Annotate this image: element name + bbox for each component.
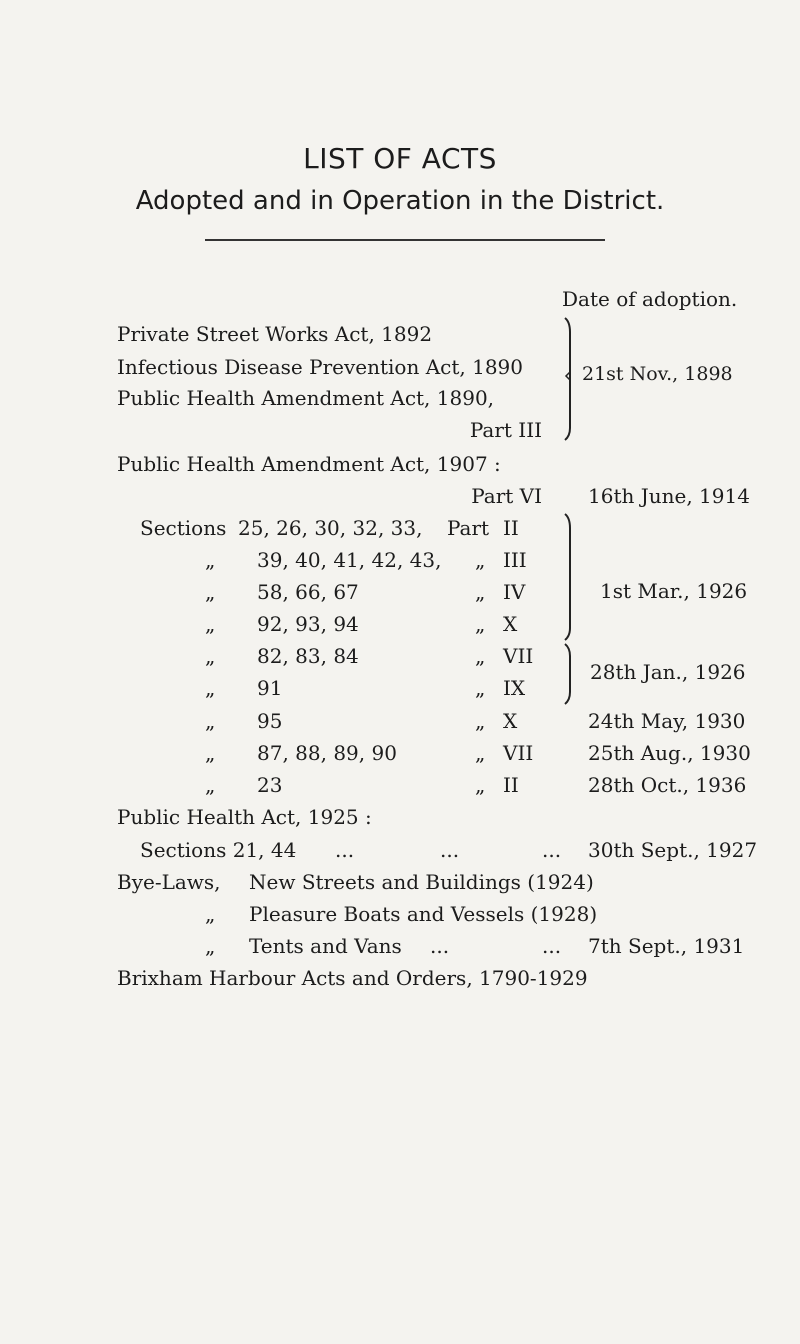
act-public-health-amendment-1890: Public Health Amendment Act, 1890,: [117, 386, 495, 410]
byelaw-tents-vans: Tents and Vans: [249, 934, 402, 958]
ditto-mark: „: [205, 741, 216, 765]
part-numeral: X: [503, 612, 518, 636]
section-nums: 87, 88, 89, 90: [257, 741, 397, 765]
ditto-mark: „: [205, 644, 216, 668]
brace-mar-1926: [565, 514, 570, 640]
ditto-mark: „: [205, 612, 216, 636]
section-nums: 91: [257, 676, 283, 700]
leader-dots: ...: [542, 838, 562, 862]
brixham-harbour-acts: Brixham Harbour Acts and Orders, 1790-1929: [117, 966, 588, 990]
page-title: LIST OF ACTS: [303, 142, 497, 175]
date-21st-nov-1898: 21st Nov., 1898: [582, 363, 733, 385]
part-numeral: VII: [503, 741, 534, 765]
part-numeral: X: [503, 709, 518, 733]
byelaw-new-streets: New Streets and Buildings (1924): [249, 870, 594, 894]
part-iii-label: Part III: [469, 418, 542, 442]
section-nums: 25, 26, 30, 32, 33,: [238, 516, 423, 540]
part-numeral: III: [503, 548, 527, 572]
ditto-mark: „: [475, 676, 486, 700]
byelaw-pleasure-boats: Pleasure Boats and Vessels (1928): [249, 902, 598, 926]
date-1st-mar-1926: 1st Mar., 1926: [600, 579, 748, 603]
act-private-street-works: Private Street Works Act, 1892: [117, 322, 433, 346]
date-24th-may-1930: 24th May, 1930: [588, 709, 746, 733]
act-infectious-disease: Infectious Disease Prevention Act, 1890: [117, 355, 523, 379]
ditto-mark: „: [205, 934, 216, 958]
leader-dots: ...: [430, 934, 450, 958]
date-30th-sept-1927: 30th Sept., 1927: [588, 838, 758, 862]
ditto-mark: „: [205, 580, 216, 604]
leader-dots: ...: [542, 934, 562, 958]
ditto-mark: „: [205, 709, 216, 733]
page-subtitle: Adopted and in Operation in the District.: [135, 186, 665, 216]
sections-21-44: Sections 21, 44: [140, 838, 297, 862]
ditto-mark: „: [475, 644, 486, 668]
date-column-header: Date of adoption.: [562, 287, 738, 311]
sections-label: Sections: [140, 516, 227, 540]
part-numeral: II: [503, 516, 519, 540]
date-28th-jan-1926: 28th Jan., 1926: [590, 660, 746, 684]
ditto-mark: „: [475, 548, 486, 572]
part-vi-label: Part VI: [471, 484, 542, 508]
byelaws-label: Bye-Laws,: [117, 870, 221, 894]
section-nums: 23: [257, 773, 283, 797]
leader-dots: ...: [335, 838, 355, 862]
section-nums: 82, 83, 84: [257, 644, 359, 668]
ditto-mark: „: [205, 902, 216, 926]
date-7th-sept-1931: 7th Sept., 1931: [588, 934, 745, 958]
brace-jan-1926: [565, 644, 570, 704]
ditto-mark: „: [205, 773, 216, 797]
act-public-health-1925: Public Health Act, 1925 :: [117, 805, 372, 829]
part-numeral: IX: [503, 676, 526, 700]
date-16th-june-1914: 16th June, 1914: [588, 484, 750, 508]
section-nums: 58, 66, 67: [257, 580, 359, 604]
act-public-health-amendment-1907: Public Health Amendment Act, 1907 :: [117, 452, 501, 476]
section-nums: 95: [257, 709, 283, 733]
ditto-mark: „: [475, 612, 486, 636]
leader-dots: ...: [440, 838, 460, 862]
ditto-mark: „: [475, 741, 486, 765]
part-numeral: II: [503, 773, 519, 797]
ditto-mark: „: [475, 773, 486, 797]
ditto-mark: „: [205, 548, 216, 572]
date-25th-aug-1930: 25th Aug., 1930: [588, 741, 751, 765]
section-nums: 92, 93, 94: [257, 612, 359, 636]
ditto-mark: „: [475, 580, 486, 604]
part-numeral: IV: [503, 580, 526, 604]
part-label: Part: [447, 516, 490, 540]
ditto-mark: „: [475, 709, 486, 733]
date-28th-oct-1936: 28th Oct., 1936: [588, 773, 747, 797]
section-nums: 39, 40, 41, 42, 43,: [257, 548, 442, 572]
ditto-mark: „: [205, 676, 216, 700]
part-numeral: VII: [503, 644, 534, 668]
